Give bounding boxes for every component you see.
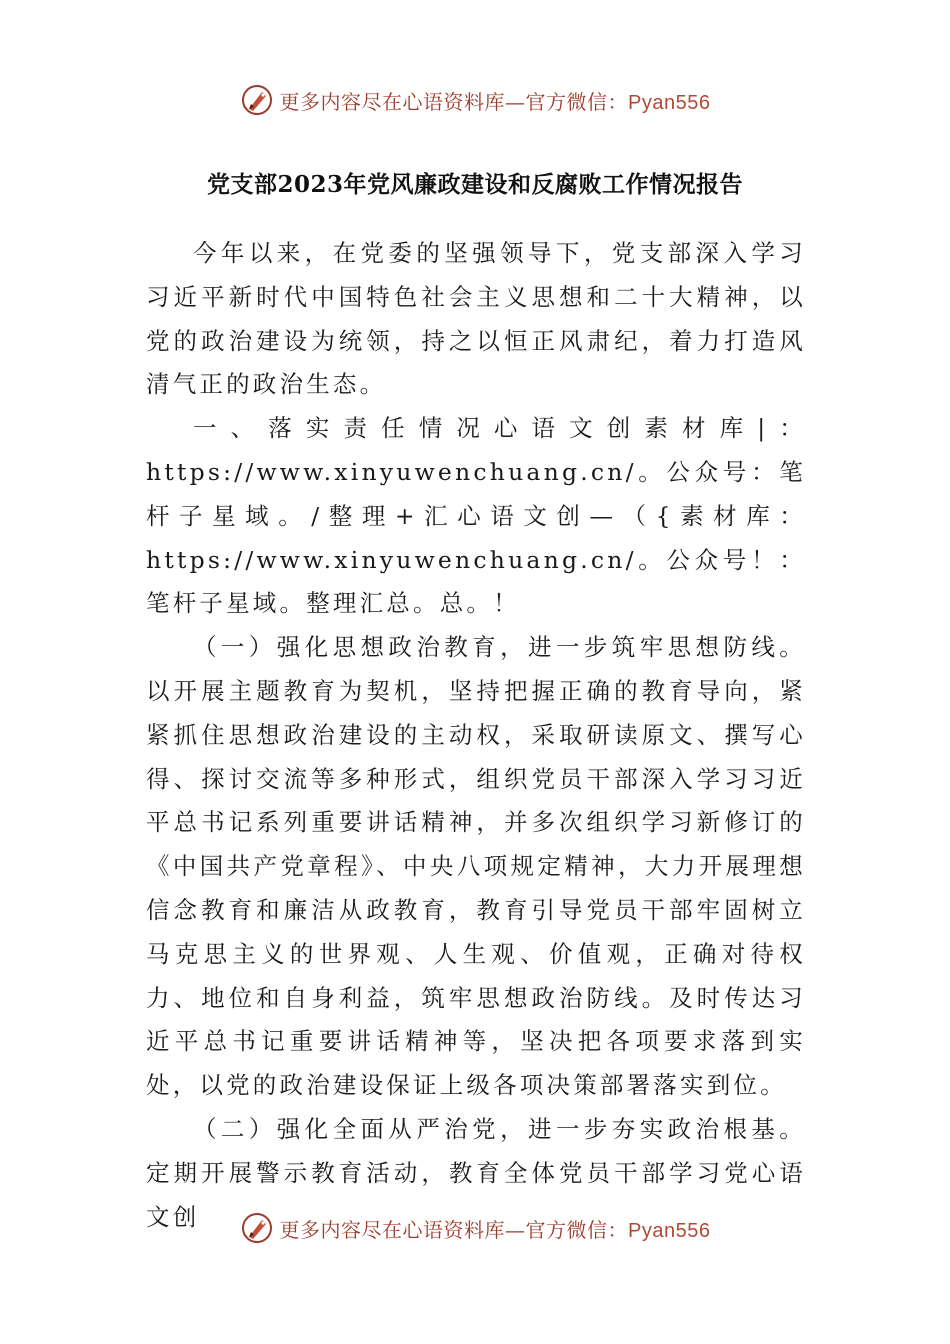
- watermark-handle: Pyan556: [628, 91, 711, 114]
- watermark-text: [280, 1214, 711, 1243]
- document-title: 党支部2023年党风廉政建设和反腐败工作情况报告: [206, 171, 743, 198]
- document-body: [146, 232, 806, 1239]
- paragraph-intro: 今年以来，在党委的坚强领导下，党支部深入学习习近平新时代中国特色社会主义思想和二十大精神，以党的政治建设为统领，持之以恒正风肃纪，着力打造风清气正的政治生态。: [146, 239, 806, 399]
- pen-nib-icon: [240, 83, 274, 117]
- watermark-label: 更多内容尽在心语资料库—官方微信：: [279, 89, 629, 114]
- watermark-label: 更多内容尽在心语资料库—官方微信：: [279, 1217, 629, 1242]
- paragraph-subsection-two: （二）强化全面从严治党，进一步夯实政治根基。定期开展警示教育活动，教育全体党员干部学习党心语文创: [146, 1114, 806, 1231]
- watermark-text: [280, 86, 711, 115]
- paragraph-subsection-one: （一）强化思想政治教育，进一步筑牢思想防线。以开展主题教育为契机，坚持把握正确的教育导向，紧紧抓住思想政治建设的主动权，采取研读原文、撰写心得、探讨交流等多种形式，组织党员干部深入学习习近平总书记系列重要讲话精神，并多次组织学习新修订的《中国共产党章程》、中央八项规定精神，大力开展理想信念教育和廉洁从政教育，教育引导党员干部牢固树立马克思主义的世界观、人生观、价值观，正确对待权力、地位和自身利益，筑牢思想政治防线。及时传达习近平总书记重要讲话精神等，坚决把各项要求落到实处，以党的政治建设保证上级各项决策部署落实到位。: [146, 633, 806, 1100]
- pen-nib-icon: [240, 1211, 274, 1245]
- watermark-handle: Pyan556: [628, 1219, 711, 1242]
- watermark-banner-bottom: [0, 1208, 950, 1248]
- paragraph-section-one: 一、落实责任情况心语文创素材库|：https://www.xinyuwenchuang.cn/。公众号：笔杆子星域。/整理+汇心语文创—（{素材库：https://www.xinyuwenchuang.cn/。公众号！：笔杆子星域。整理汇总。总。！: [146, 414, 806, 618]
- watermark-banner-top: [0, 80, 950, 120]
